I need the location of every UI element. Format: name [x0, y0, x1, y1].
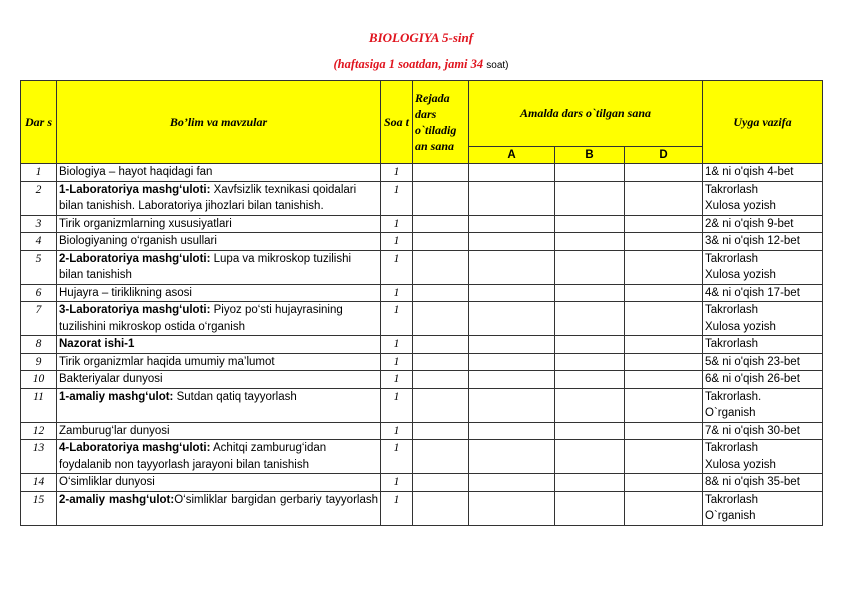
actual-date-a-cell	[469, 284, 555, 302]
planned-date-cell	[413, 440, 469, 474]
planned-date-cell	[413, 250, 469, 284]
planned-date-cell	[413, 388, 469, 422]
actual-date-a-cell	[469, 233, 555, 251]
lesson-number-cell: 9	[21, 353, 57, 371]
actual-date-a-cell	[469, 388, 555, 422]
table-row	[21, 388, 823, 422]
planned-date-cell	[413, 181, 469, 215]
hours-cell: 1	[381, 491, 413, 525]
lesson-number-cell: 10	[21, 371, 57, 389]
actual-date-b-cell	[555, 353, 625, 371]
col-header-homework	[703, 81, 823, 164]
topic-text: O‘simliklar dunyosi	[59, 476, 155, 488]
topic-cell	[57, 164, 381, 182]
hours-cell: 1	[381, 336, 413, 354]
planned-date-cell	[413, 474, 469, 492]
hours-cell: 1	[381, 474, 413, 492]
actual-date-d-cell	[625, 474, 703, 492]
planned-date-cell	[413, 284, 469, 302]
lesson-number-cell: 1	[21, 164, 57, 182]
lesson-number-cell: 12	[21, 422, 57, 440]
topic-text: Zamburug‘lar dunyosi	[59, 424, 170, 437]
actual-date-a-cell	[469, 440, 555, 474]
hours-cell: 1	[381, 250, 413, 284]
lesson-number-cell: 2	[21, 181, 57, 215]
lesson-number-cell: 15	[21, 491, 57, 525]
topic-cell	[57, 302, 381, 336]
col-header-lesson: Dar s	[21, 81, 57, 164]
actual-date-b-cell	[555, 302, 625, 336]
actual-date-a-cell	[469, 353, 555, 371]
actual-date-b-cell	[555, 388, 625, 422]
topic-text: Tirik organizmlar haqida umumiy ma’lumot	[59, 355, 275, 368]
col-header-topic: Bo’lim va mavzular	[57, 81, 381, 164]
topic-text: Piyoz po‘sti hujayrasining tuzilishini mikroskop ostida o‘rganish	[59, 304, 343, 333]
lesson-number-cell: 11	[21, 388, 57, 422]
actual-date-a-cell	[469, 474, 555, 492]
hours-cell: 1	[381, 422, 413, 440]
topic-text: Lupa va mikroskop tuzilishi bilan tanishish	[59, 252, 352, 281]
planned-date-cell	[413, 371, 469, 389]
hours-cell: 1	[381, 233, 413, 251]
homework-cell: 7& ni o'qish 30-bet	[703, 422, 823, 440]
homework-cell: 6& ni o'qish 26-bet	[703, 371, 823, 389]
actual-date-d-cell	[625, 491, 703, 525]
topic-cell	[57, 181, 381, 215]
table-row	[21, 371, 823, 389]
actual-date-b-cell	[555, 440, 625, 474]
actual-date-d-cell	[625, 233, 703, 251]
subtitle-main: (haftasiga 1 soatdan, jami 34	[333, 57, 484, 71]
topic-cell	[57, 353, 381, 371]
planned-date-cell	[413, 302, 469, 336]
homework-cell: 3& ni o'qish 12-bet	[703, 233, 823, 251]
table-row	[21, 233, 823, 251]
topic-cell	[57, 491, 381, 525]
topic-bold-label: 2-amaliy mashg‘ulot:	[59, 493, 175, 506]
lesson-number-cell: 8	[21, 336, 57, 354]
topic-text: Hujayra – tiriklikning asosi	[59, 286, 192, 299]
hours-cell: 1	[381, 164, 413, 182]
actual-date-d-cell	[625, 164, 703, 182]
actual-date-a-cell	[469, 164, 555, 182]
lesson-number-cell: 3	[21, 215, 57, 233]
topic-cell	[57, 474, 381, 492]
actual-date-b-cell	[555, 474, 625, 492]
homework-header-text: Uyga vazifa	[733, 114, 792, 129]
topic-cell	[57, 284, 381, 302]
hours-cell: 1	[381, 181, 413, 215]
table-row	[21, 336, 823, 354]
topic-bold-label: 2-Laboratoriya mashg‘uloti:	[59, 252, 211, 265]
table-row	[21, 422, 823, 440]
topic-text: O‘simliklar bargidan gerbariy tayyorlash	[174, 493, 378, 506]
actual-date-d-cell	[625, 302, 703, 336]
col-header-actual: Amalda dars o`tilgan sana	[469, 81, 703, 147]
table-row	[21, 250, 823, 284]
table-row	[21, 440, 823, 474]
table-body	[21, 164, 823, 526]
planned-date-cell	[413, 164, 469, 182]
actual-date-b-cell	[555, 215, 625, 233]
homework-cell: Takrorlash. O`rganish	[703, 388, 823, 422]
topic-cell	[57, 371, 381, 389]
lesson-number-cell: 5	[21, 250, 57, 284]
actual-date-b-cell	[555, 336, 625, 354]
actual-date-d-cell	[625, 371, 703, 389]
actual-date-b-cell	[555, 164, 625, 182]
table-row	[21, 353, 823, 371]
hours-cell: 1	[381, 284, 413, 302]
table-row	[21, 474, 823, 492]
topic-cell	[57, 336, 381, 354]
curriculum-table	[20, 80, 823, 526]
topic-bold-label: 1-amaliy mashg‘ulot:	[59, 390, 174, 403]
subcol-d: D	[625, 147, 703, 164]
homework-cell: Takrorlash Xulosa yozish	[703, 250, 823, 284]
homework-cell: 8& ni o'qish 35-bet	[703, 474, 823, 492]
actual-date-b-cell	[555, 491, 625, 525]
topic-text: Tirik organizmlarning xususiyatlari	[59, 217, 232, 230]
planned-date-cell	[413, 422, 469, 440]
actual-date-b-cell	[555, 233, 625, 251]
table-row	[21, 215, 823, 233]
hours-cell: 1	[381, 353, 413, 371]
actual-date-b-cell	[555, 284, 625, 302]
topic-text: Xavfsizlik texnikasi qoidalari bilan tanishish. Laboratoriya jihozlari bilan tanishish.	[59, 183, 357, 212]
topic-bold-label: 3-Laboratoriya mashg‘uloti:	[59, 304, 211, 316]
topic-cell	[57, 388, 381, 422]
actual-date-a-cell	[469, 302, 555, 336]
hours-cell: 1	[381, 371, 413, 389]
actual-date-a-cell	[469, 215, 555, 233]
actual-date-d-cell	[625, 353, 703, 371]
actual-date-a-cell	[469, 336, 555, 354]
topic-cell	[57, 250, 381, 284]
page-title: BIOLOGIYA 5-sinf	[368, 30, 474, 45]
homework-cell: Takrorlash Xulosa yozish	[703, 181, 823, 215]
actual-date-a-cell	[469, 250, 555, 284]
page-subtitle	[0, 57, 842, 72]
topic-cell	[57, 440, 381, 474]
table-row	[21, 302, 823, 336]
homework-cell: 2& ni o'qish 9-bet	[703, 215, 823, 233]
actual-date-a-cell	[469, 491, 555, 525]
subtitle-tail: soat)	[486, 60, 509, 71]
topic-bold-label: 1-Laboratoriya mashg‘uloti:	[59, 183, 211, 196]
actual-date-b-cell	[555, 250, 625, 284]
topic-bold-label: Nazorat ishi-1	[59, 338, 135, 350]
topic-text: Sutdan qatiq tayyorlash	[173, 390, 297, 403]
actual-date-d-cell	[625, 422, 703, 440]
hours-cell: 1	[381, 302, 413, 336]
planned-date-cell	[413, 491, 469, 525]
subcol-b: B	[555, 147, 625, 164]
actual-date-b-cell	[555, 181, 625, 215]
planned-date-cell	[413, 233, 469, 251]
lesson-number-cell: 13	[21, 440, 57, 474]
subcol-a: A	[469, 147, 555, 164]
homework-cell: Takrorlash	[703, 336, 823, 354]
actual-date-b-cell	[555, 422, 625, 440]
actual-date-a-cell	[469, 371, 555, 389]
actual-date-a-cell	[469, 422, 555, 440]
table-row	[21, 164, 823, 182]
topic-text: Biologiya – hayot haqidagi fan	[59, 166, 213, 178]
actual-date-d-cell	[625, 250, 703, 284]
lesson-number-cell: 14	[21, 474, 57, 492]
actual-date-d-cell	[625, 336, 703, 354]
homework-cell: Takrorlash O`rganish	[703, 491, 823, 525]
planned-date-cell	[413, 215, 469, 233]
topic-text: Bakteriyalar dunyosi	[59, 373, 163, 385]
actual-date-d-cell	[625, 181, 703, 215]
col-header-planned: Rejada dars o`tiladig an sana	[413, 81, 469, 164]
col-header-hours: Soa t	[381, 81, 413, 164]
lesson-number-cell: 6	[21, 284, 57, 302]
topic-text: Achitqi zamburug‘idan foydalanib non tayyorlash jarayoni bilan tanishish	[59, 442, 327, 471]
planned-date-cell	[413, 336, 469, 354]
homework-cell: 5& ni o'qish 23-bet	[703, 353, 823, 371]
homework-cell: 1& ni o'qish 4-bet	[703, 164, 823, 182]
topic-text: Biologiyaning o‘rganish usullari	[59, 235, 217, 247]
actual-date-d-cell	[625, 440, 703, 474]
lesson-number-cell: 4	[21, 233, 57, 251]
actual-date-b-cell	[555, 371, 625, 389]
homework-cell: Takrorlash Xulosa yozish	[703, 440, 823, 474]
actual-date-d-cell	[625, 388, 703, 422]
hours-cell: 1	[381, 215, 413, 233]
topic-cell	[57, 215, 381, 233]
table-row	[21, 284, 823, 302]
topic-cell	[57, 233, 381, 251]
topic-cell	[57, 422, 381, 440]
table-row	[21, 181, 823, 215]
actual-date-d-cell	[625, 215, 703, 233]
hours-cell: 1	[381, 388, 413, 422]
topic-bold-label: 4-Laboratoriya mashg‘uloti:	[59, 442, 211, 454]
hours-cell: 1	[381, 440, 413, 474]
homework-cell: Takrorlash Xulosa yozish	[703, 302, 823, 336]
actual-date-d-cell	[625, 284, 703, 302]
table-row	[21, 491, 823, 525]
actual-date-a-cell	[469, 181, 555, 215]
homework-cell: 4& ni o'qish 17-bet	[703, 284, 823, 302]
lesson-number-cell: 7	[21, 302, 57, 336]
planned-date-cell	[413, 353, 469, 371]
